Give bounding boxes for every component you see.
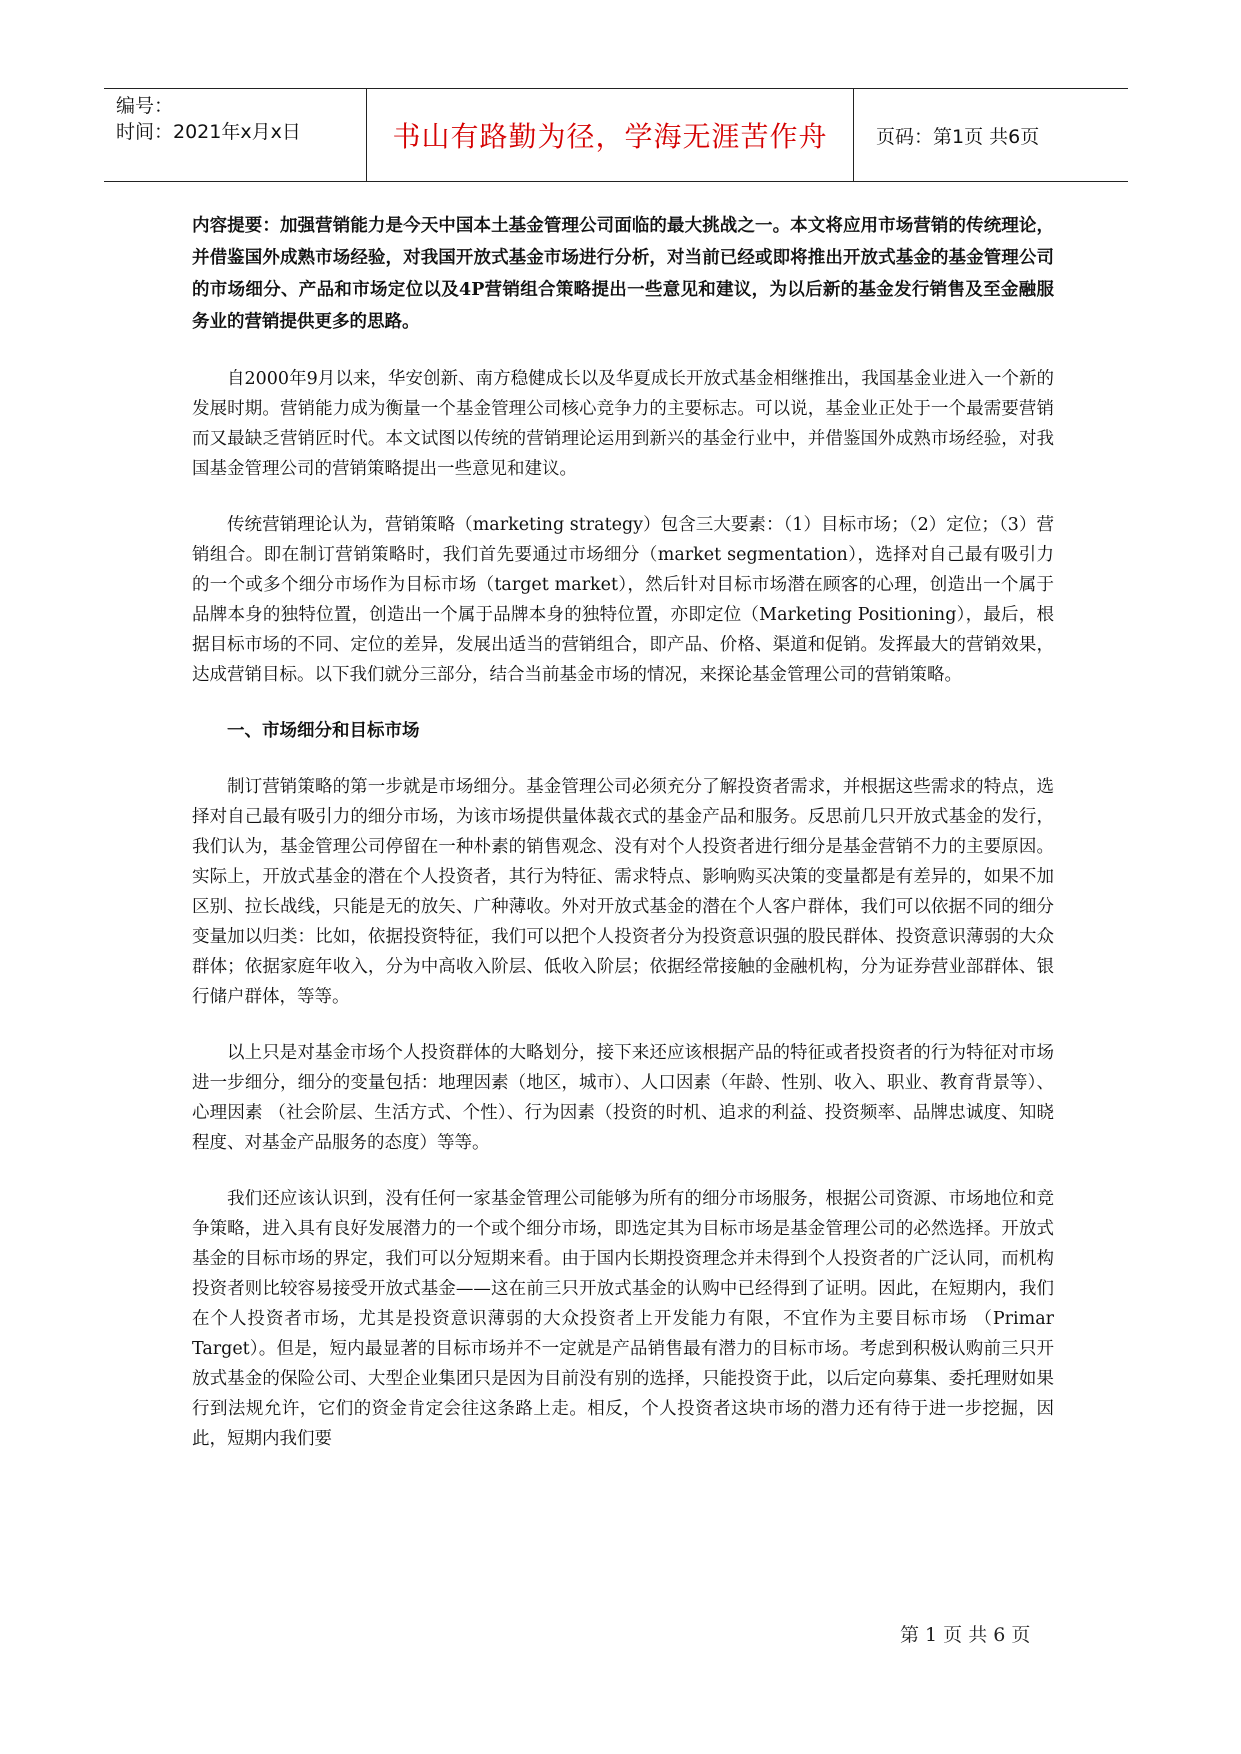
document-body: [192, 210, 1054, 1480]
body-paragraph: 制订营销策略的第一步就是市场细分。基金管理公司必须充分了解投资者需求，并根据这些需求的特点，选择对自己最有吸引力的细分市场，为该市场提供量体裁衣式的基金产品和服务。反思前几只开放式基金的发行，我们认为，基金管理公司停留在一种朴素的销售观念、没有对个人投资者进行细分是基金营销不力的主要原因。实际上，开放式基金的潜在个人投资者，其行为特征、需求特点、影响购买决策的变量都是有差异的，如果不加区别、拉长战线，只能是无的放矢、广种薄收。外对开放式基金的潜在个人客户群体，我们可以依据不同的细分变量加以归类：比如，依据投资特征，我们可以把个人投资者分为投资意识强的股民群体、投资意识薄弱的大众群体；依据家庭年收入，分为中高收入阶层、低收入阶层；依据经常接触的金融机构，分为证券营业部群体、银行储户群体，等等。: [192, 777, 1054, 1007]
body-paragraph: 我们还应该认识到，没有任何一家基金管理公司能够为所有的细分市场服务，根据公司资源、市场地位和竞争策略，进入具有良好发展潜力的一个或个细分市场，即选定其为目标市场是基金管理公司的必然选择。开放式基金的目标市场的界定，我们可以分短期来看。由于国内长期投资理念并未得到个人投资者的广泛认同，而机构投资者则比较容易接受开放式基金——这在前三只开放式基金的认购中已经得到了证明。因此，在短期内，我们在个人投资者市场，尤其是投资意识薄弱的大众投资者上开发能力有限，不宜作为主要目标市场 （Primar Target）。但是，短内最显著的目标市场并不一定就是产品销售最有潜力的目标市场。考虑到积极认购前三只开放式基金的保险公司、大型企业集团只是因为目前没有别的选择，只能投资于此，以后定向募集、委托理财如果行到法规允许，它们的资金肯定会往这条路上走。相反，个人投资者这块市场的潜力还有待于进一步挖掘，因此，短期内我们要: [192, 1189, 1054, 1449]
document-number-label: 编号：: [116, 95, 174, 117]
body-paragraph: 自2000年9月以来，华安创新、南方稳健成长以及华夏成长开放式基金相继推出，我国基金业进入一个新的发展时期。营销能力成为衡量一个基金管理公司核心竞争力的主要标志。可以说，基金业正处于一个最需要营销而又最缺乏营销匠时代。本文试图以传统的营销理论运用到新兴的基金行业中，并借鉴国外成熟市场经验，对我国基金管理公司的营销策略提出一些意见和建议。: [192, 369, 1054, 479]
body-paragraph: 传统营销理论认为，营销策略（marketing strategy）包含三大要素：（1）目标市场；（2）定位；（3）营销组合。即在制订营销策略时，我们首先要通过市场细分（market segmentation），选择对自己最有吸引力的一个或多个细分市场作为目标市场（target market），然后针对目标市场潜在顾客的心理，创造出一个属于品牌本身的独特位置，创造出一个属于品牌本身的独特位置，亦即定位（Marketing Positioning），最后，根据目标市场的不同、定位的差异，发展出适当的营销组合，即产品、价格、渠道和促销。发挥最大的营销效果，达成营销目标。以下我们就分三部分，结合当前基金市场的情况，来探论基金管理公司的营销策略。: [192, 515, 1054, 685]
section-heading: 一、市场细分和目标市场: [227, 721, 420, 741]
header-motto-cell: [366, 89, 854, 181]
header-meta: [116, 89, 366, 181]
page-footer: 第 1 页 共 6 页: [900, 1624, 1031, 1646]
header-motto: 书山有路勤为径，学海无涯苦作舟: [392, 120, 828, 153]
body-paragraph: 以上只是对基金市场个人投资群体的大略划分，接下来还应该根据产品的特征或者投资者的行为特征对市场进一步细分，细分的变量包括：地理因素（地区，城市）、人口因素（年龄、性别、收入、职业、教育背景等）、心理因素 （社会阶层、生活方式、个性）、行为因素（投资的时机、追求的利益、投资频率、品牌忠诚度、知晓程度、对基金产品服务的态度）等等。: [192, 1043, 1054, 1153]
header-page-info: 页码：第1页 共6页: [876, 125, 1040, 148]
document-time-label: 时间：2021年x月x日: [116, 121, 301, 143]
document-header: [104, 88, 1128, 182]
abstract: 内容提要：加强营销能力是今天中国本土基金管理公司面临的最大挑战之一。本文将应用市场营销的传统理论，并借鉴国外成熟市场经验，对我国开放式基金市场进行分析，对当前已经或即将推出开放式基金的基金管理公司的市场细分、产品和市场定位以及4P营销组合策略提出一些意见和建议，为以后新的基金发行销售及至金融服务业的营销提供更多的思路。: [192, 216, 1054, 332]
